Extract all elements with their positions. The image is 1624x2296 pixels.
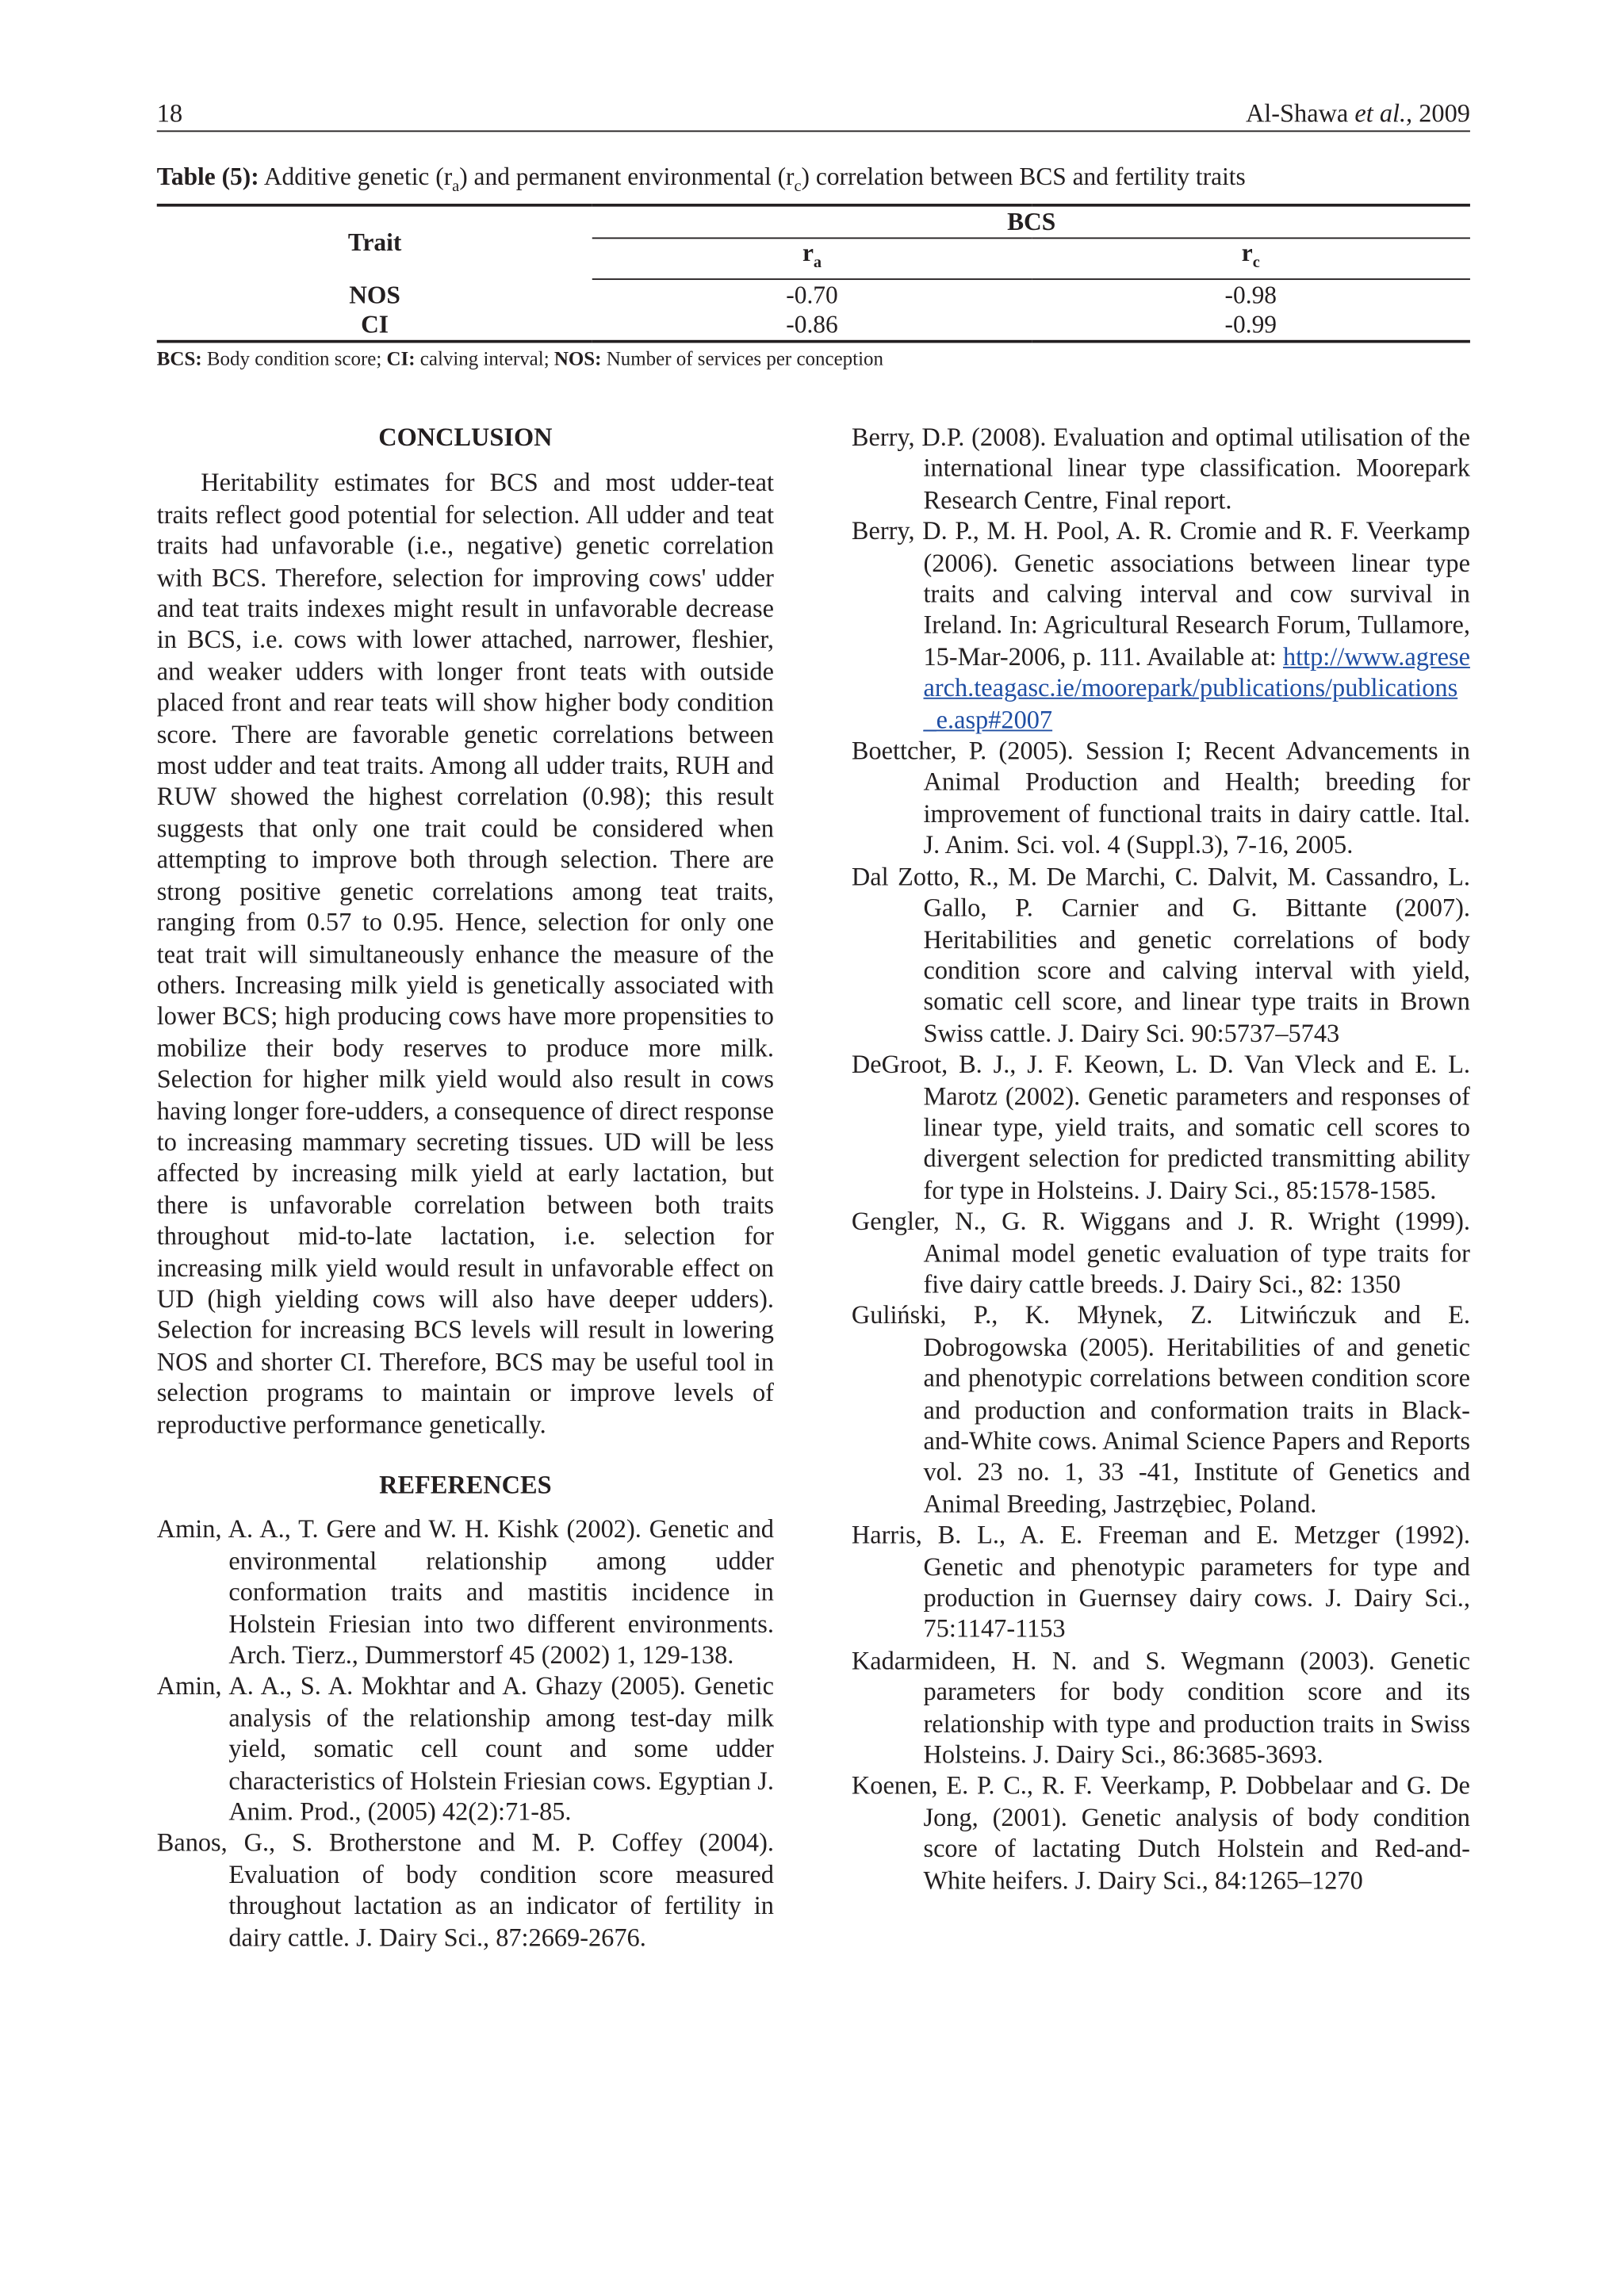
reference-item [157,1514,774,1671]
table-5-block [157,161,1470,372]
conclusion-paragraph: Heritability estimates for BCS and most udder-teat traits reflect good potential for selection. All udder and teat traits had unfavorable (i.e., negative) genetic correlation with BCS. Therefore, selection for improving cows' udder and teat traits indexes might result in unfavorable decrease in BCS, i.e. cows with lower attached, narrower, fleshier, and weaker udders with longer front teats with outside placed front and rear teats will show higher body condition score. There are favorable genetic correlations between most udder and teat traits. Among all udder traits, RUH and RUW showed the highest correlation (0.98); this result suggests that only one trait could be considered when attempting to improve both through selection. There are strong positive genetic correlations among teat traits, ranging from 0.57 to 0.95. Hence, selection for only one teat trait will simultaneously enhance the measure of the others. Increasing milk yield is genetically associated with lower BCS; high producing cows have more propensities to mobilize their body reserves to produce more milk. Selection for higher milk yield would also result in cows having longer fore-udders, a consequence of direct response to increasing mammary secreting tissues. UD will be less affected by increasing milk yield at early lactation, but there is unfavorable correlation between both traits throughout mid-to-late lactation, i.e. selection for increasing milk yield would result in unfavorable effect on UD (high yielding cows will also have deeper udders). Selection for increasing BCS levels will result in lowering NOS and shorter CI. Therefore, BCS may be useful tool in selection programs to maintain or improve levels of reproductive performance genetically. [156,468,774,1439]
correlation-table [157,205,1470,342]
reference-text: Guliński, P., K. Młynek, Z. Litwińczuk and E. Dobrogowska (2005). Heritabilities of and genetic and phenotypic correlations between condition score and production and conformation traits in Black-and-White cows. Animal Science Papers and Reports vol. 23 no. 1, 33 -41, Institute of Genetics and Animal Breeding, Jastrzębiec, Poland. [851,1300,1470,1518]
conclusion-heading: CONCLUSION [378,422,553,452]
rc-column-header [1032,239,1470,279]
caption-text-1: Additive genetic (r [263,163,453,191]
trait-cell: NOS [349,281,400,309]
reference-item [157,1671,774,1828]
table-row [157,310,1470,341]
running-citation [1246,97,1470,129]
reference-item [157,1828,774,1954]
reference-list-right [852,422,1470,1896]
caption-subscript-a: a [452,178,460,196]
right-column [852,422,1470,1896]
running-et-al: et al., [1354,98,1413,128]
reference-item [852,516,1470,736]
reference-item [852,1771,1470,1896]
trait-column-header: Trait [347,228,402,257]
note-abbr-ci: CI: [386,346,416,369]
table-header-row [157,205,1470,239]
reference-item [852,422,1470,516]
rc-value-cell: -0.99 [1224,310,1277,339]
reference-text: Berry, D. P., M. H. Pool, A. R. Cromie and R. F. Veerkamp (2006). Genetic associations between linear type traits and calving interval and cow survival in Ireland. In: Agricultural Research Forum, Tullamore, 15-Mar-2006, p. 111. Available at: [851,516,1470,672]
ra-symbol: r [802,239,814,268]
table-caption [157,161,1470,202]
reference-text: Harris, B. L., A. E. Freeman and E. Metzger (1992). Genetic and phenotypic parameters for type and production in Guernsey dairy cows. J. Dairy Sci., 75:1147-1153 [851,1520,1470,1644]
table-footnote [157,346,1470,372]
caption-text-3: ) correlation between BCS and fertility traits [801,163,1246,191]
reference-text: Kadarmideen, H. N. and S. Wegmann (2003). Genetic parameters for body condition score and its relationship with type and production traits in Swiss Holsteins. J. Dairy Sci., 86:3685-3693. [851,1645,1470,1770]
reference-text: Berry, D.P. (2008). Evaluation and optimal utilisation of the international linear type classification. Moorepark Research Centre, Final report. [851,422,1470,515]
reference-item [852,1645,1470,1770]
ra-value-cell: -0.70 [786,281,838,309]
note-abbr-bcs: BCS: [156,346,202,369]
ra-value-cell: -0.86 [786,310,838,339]
reference-item [852,1207,1470,1301]
page-number: 18 [156,98,183,128]
table-row [157,279,1470,311]
reference-item [852,1300,1470,1520]
reference-text: Boettcher, P. (2005). Session I; Recent Advancements in Animal Production and Health; breeding for improvement of functional traits in dairy cattle. Ital. J. Anim. Sci. vol. 4 (Suppl.3), 7-16, 2005. [851,736,1470,859]
note-text-nos: Number of services per conception [601,346,883,369]
reference-text: DeGroot, B. J., J. F. Keown, L. D. Van Vleck and E. L. Marotz (2002). Genetic parameters and responses of linear type, yield traits, and somatic cell scores to divergent selection for predicted transmitting ability for type in Holsteins. J. Dairy Sci., 85:1578-1585. [851,1049,1470,1204]
note-text-ci: calving interval; [415,346,554,369]
reference-text: Amin, A. A., S. A. Mokhtar and A. Ghazy (2005). Genetic analysis of the relationship among test-day milk yield, somatic cell count and some udder characteristics of Holstein Friesian cows. Egyptian J. Anim. Prod., (2005) 42(2):71-85. [156,1670,774,1827]
reference-text: Koenen, E. P. C., R. F. Veerkamp, P. Dobbelaar and G. De Jong, (2001). Genetic analysis of body condition score of lactating Dutch Holstein and Red-and-White heifers. J. Dairy Sci., 84:1265–1270 [851,1770,1470,1895]
table-label: Table (5): [156,163,259,191]
reference-text: Banos, G., S. Brotherstone and M. P. Coffey (2004). Evaluation of body condition score measured throughout lactation as an indicator of fertility in dairy cattle. J. Dairy Sci., 87:2669-2676. [156,1827,774,1952]
rc-symbol: r [1241,239,1253,268]
reference-text: Amin, A. A., T. Gere and W. H. Kishk (2002). Genetic and environmental relationship among udder conformation traits and mastitis incidence in Holstein Friesian into two different environments. Arch. Tierz., Dummerstorf 45 (2002) 1, 129-138. [156,1514,774,1670]
bcs-group-header: BCS [592,205,1470,239]
reference-text: Dal Zotto, R., M. De Marchi, C. Dalvit, M. Cassandro, L. Gallo, P. Carnier and G. Bittante (2007). Heritabilities and genetic correlations of body condition score and calving interval with yield, somatic cell score, and linear type traits in Brown Swiss cattle. J. Dairy Sci. 90:5737–5743 [851,861,1470,1048]
ra-subscript: a [813,254,822,273]
reference-item [852,1050,1470,1207]
rc-subscript: c [1252,254,1260,273]
reference-link[interactable]: http://www.agresearch.teagasc.ie/moorepark/publications/publications_e.asp#2007 [923,641,1470,734]
reference-item [852,861,1470,1049]
caption-text-2: ) and permanent environmental (r [459,163,795,191]
note-text-bcs: Body condition score; [201,346,387,369]
references-heading: REFERENCES [379,1469,552,1499]
running-header [157,97,1470,132]
reference-list-left [157,1514,774,1954]
trait-cell: CI [361,310,389,339]
rc-value-cell: -0.98 [1224,281,1277,309]
running-year: 2009 [1419,98,1470,128]
ra-column-header [592,239,1031,279]
running-authors: Al-Shawa [1245,98,1349,128]
caption-subscript-c: c [794,178,802,196]
reference-item [852,1520,1470,1645]
left-column [157,422,774,1954]
reference-text: Gengler, N., G. R. Wiggans and J. R. Wright (1999). Animal model genetic evaluation of type traits for five dairy cattle breeds. J. Dairy Sci., 82: 1350 [851,1206,1470,1299]
reference-item [852,736,1470,861]
note-abbr-nos: NOS: [553,346,602,369]
